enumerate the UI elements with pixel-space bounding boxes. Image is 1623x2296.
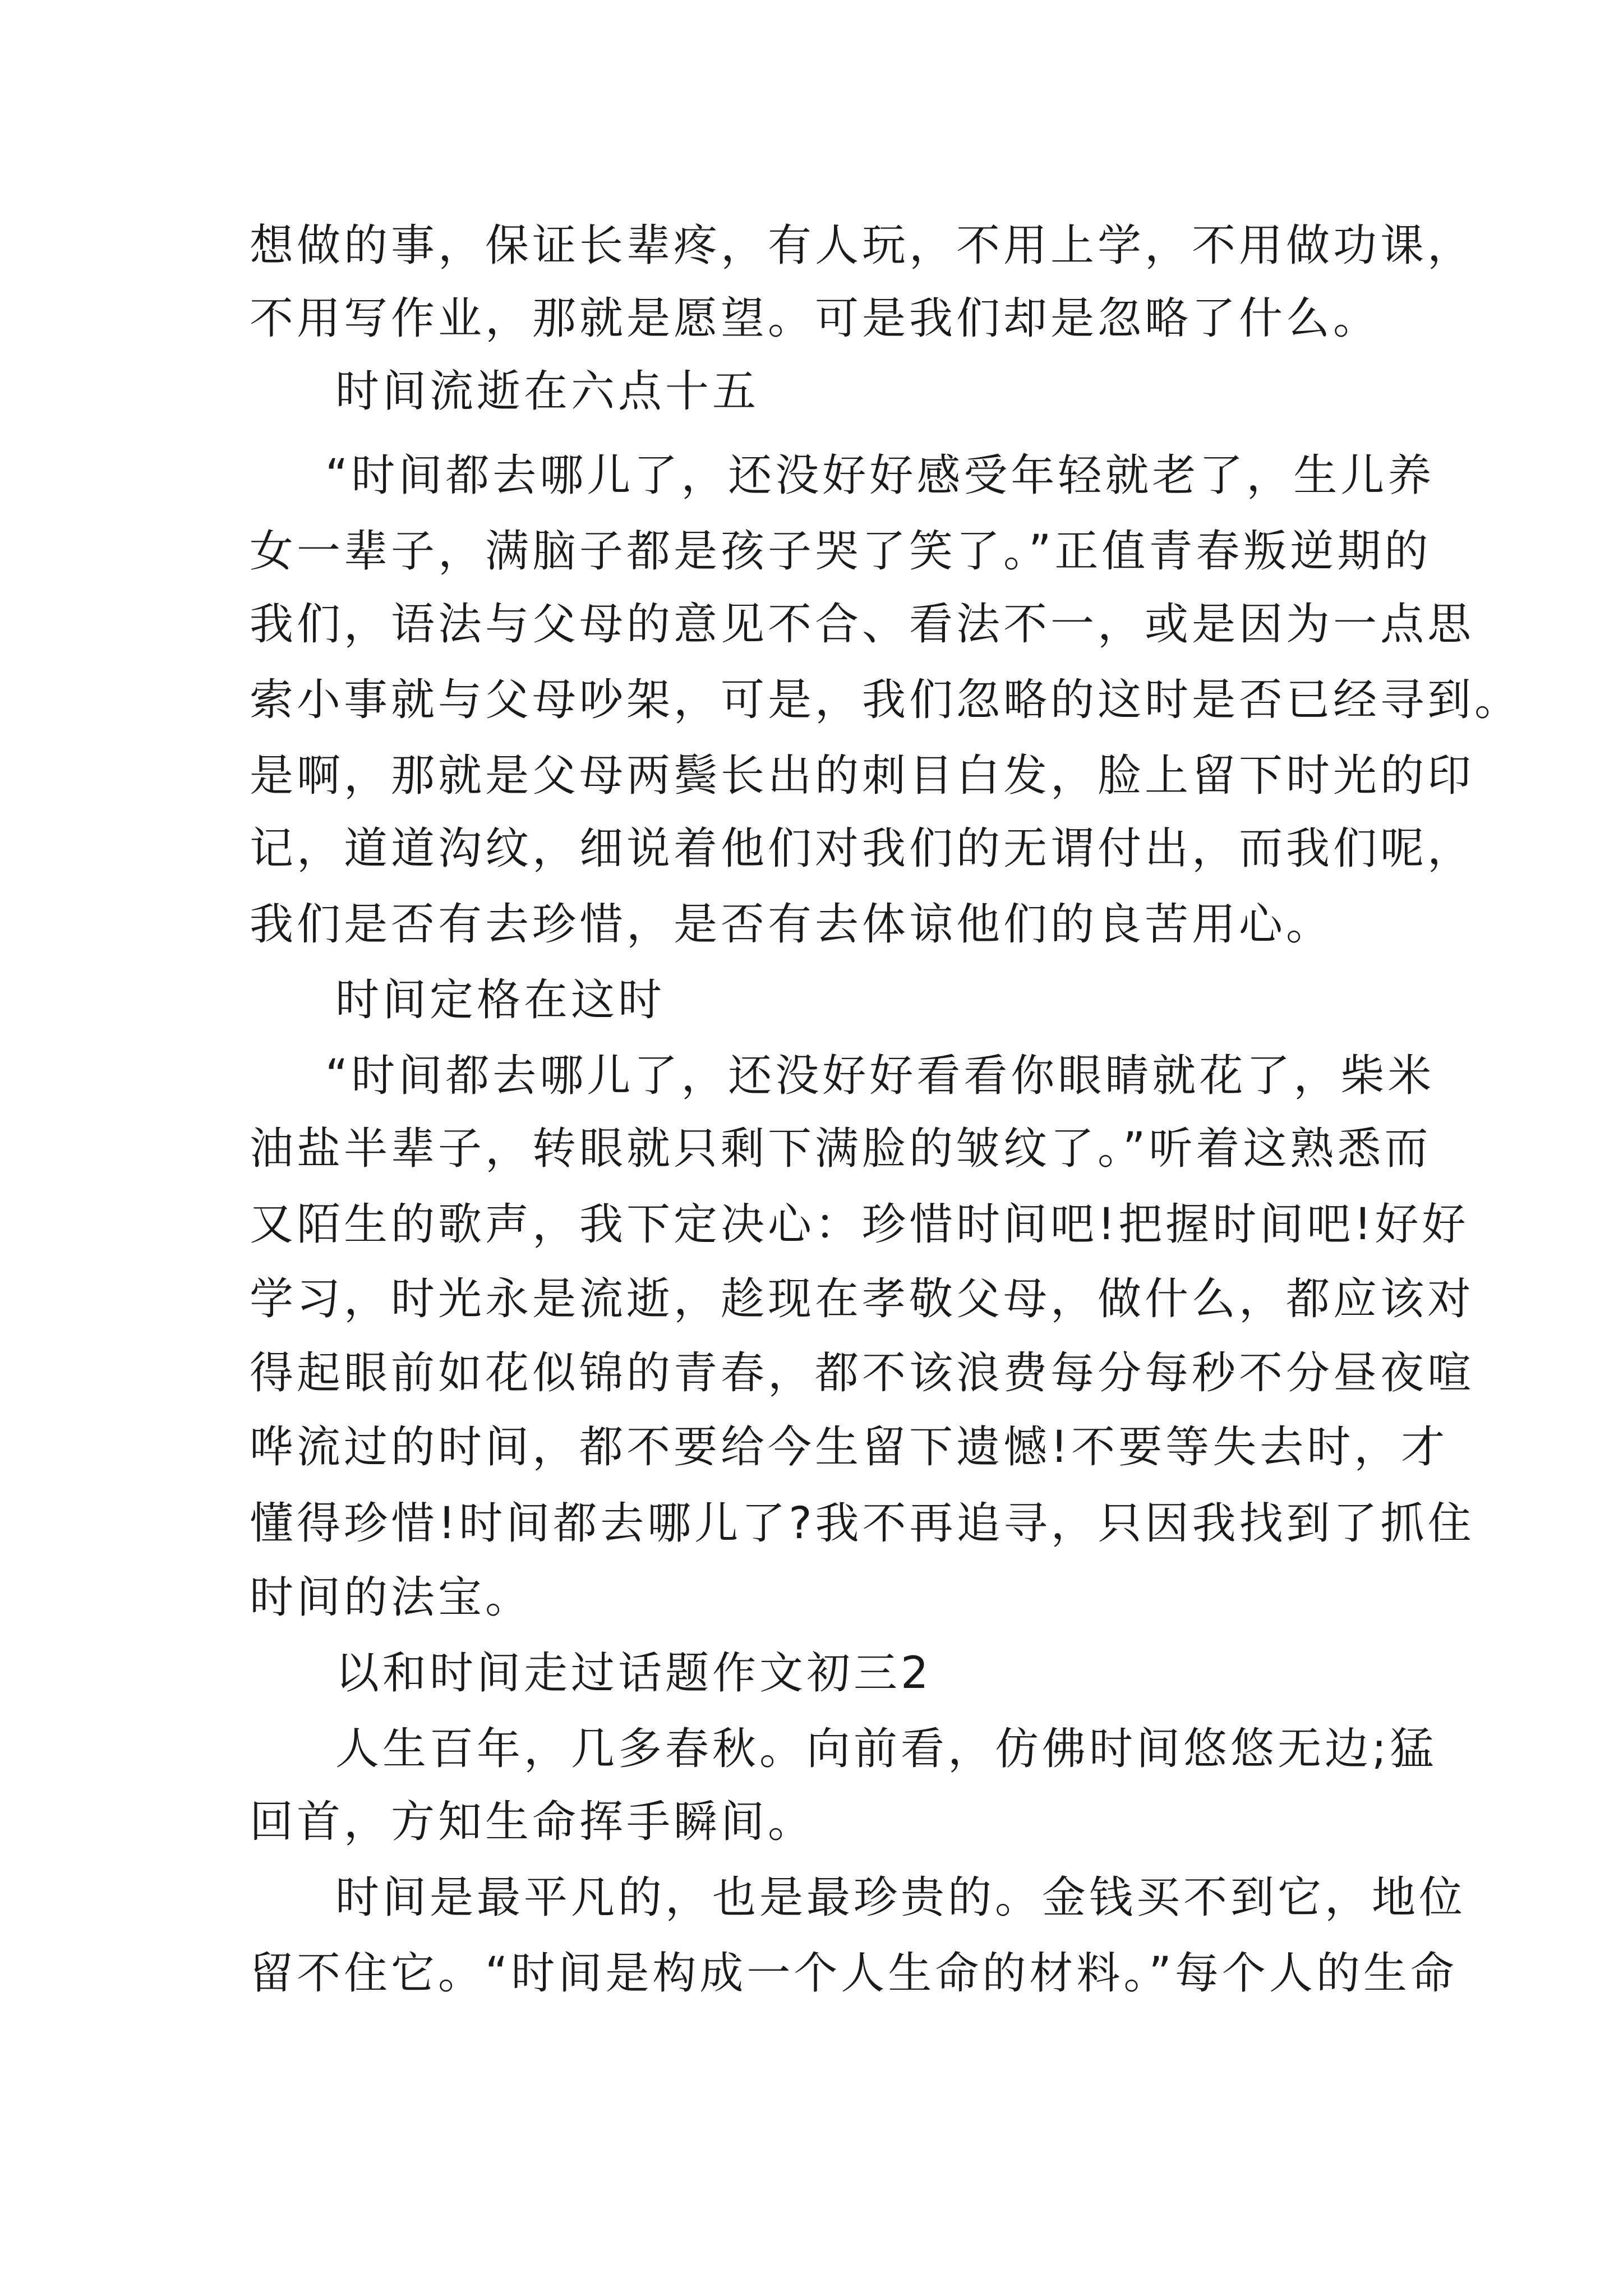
text-line: 时间是最平凡的，也是最珍贵的。金钱买不到它，地位 bbox=[335, 1872, 1467, 1923]
section-heading: 以和时间走过话题作文初三2 bbox=[335, 1648, 932, 1699]
text-line: 索小事就与父母吵架，可是，我们忽略的这时是否已经寻到。 bbox=[250, 675, 1522, 725]
text-line: 又陌生的歌声，我下定决心：珍惜时间吧!把握时间吧!好好 bbox=[250, 1199, 1469, 1250]
text-line: 回首，方知生命挥手瞬间。 bbox=[250, 1797, 815, 1847]
text-line: 记，道道沟纹，细说着他们对我们的无谓付出，而我们呢， bbox=[250, 823, 1475, 874]
text-line: 留不住它。“时间是构成一个人生命的材料。”每个人的生命 bbox=[250, 1948, 1458, 1999]
text-line: 女一辈子，满脑子都是孩子哭了笑了。”正值青春叛逆期的 bbox=[250, 526, 1432, 577]
text-line: 我们，语法与父母的意见不合、看法不一，或是因为一点思 bbox=[250, 599, 1475, 650]
text-line: 时间的法宝。 bbox=[250, 1572, 533, 1623]
text-line: 我们是否有去珍惜，是否有去体谅他们的良苦用心。 bbox=[250, 899, 1334, 950]
text-line: 想做的事，保证长辈疼，有人玩，不用上学，不用做功课， bbox=[250, 220, 1475, 271]
section-heading: 时间定格在这时 bbox=[335, 975, 666, 1025]
text-line: 不用写作业，那就是愿望。可是我们却是忽略了什么。 bbox=[250, 293, 1381, 344]
text-line: 是啊，那就是父母两鬓长出的刺目白发，脸上留下时光的印 bbox=[250, 751, 1475, 801]
text-line: “时间都去哪儿了，还没好好看看你眼睛就花了，柴米 bbox=[325, 1051, 1435, 1101]
text-line: 油盐半辈子，转眼就只剩下满脸的皱纹了。”听着这熟悉而 bbox=[250, 1124, 1432, 1174]
text-line: 学习，时光永是流逝，趁现在孝敬父母，做什么，都应该对 bbox=[250, 1274, 1475, 1324]
text-line: 人生百年，几多春秋。向前看，仿佛时间悠悠无边;猛 bbox=[335, 1724, 1437, 1774]
section-heading: 时间流逝在六点十五 bbox=[335, 366, 760, 417]
text-line: 得起眼前如花似锦的青春，都不该浪费每分每秒不分昼夜喧 bbox=[250, 1348, 1475, 1398]
text-line: 哗流过的时间，都不要给今生留下遗憾!不要等失去时，才 bbox=[250, 1422, 1449, 1473]
text-line: “时间都去哪儿了，还没好好感受年轻就老了，生儿养 bbox=[325, 450, 1435, 501]
text-line: 懂得珍惜!时间都去哪儿了?我不再追寻，只因我找到了抓住 bbox=[250, 1498, 1475, 1549]
